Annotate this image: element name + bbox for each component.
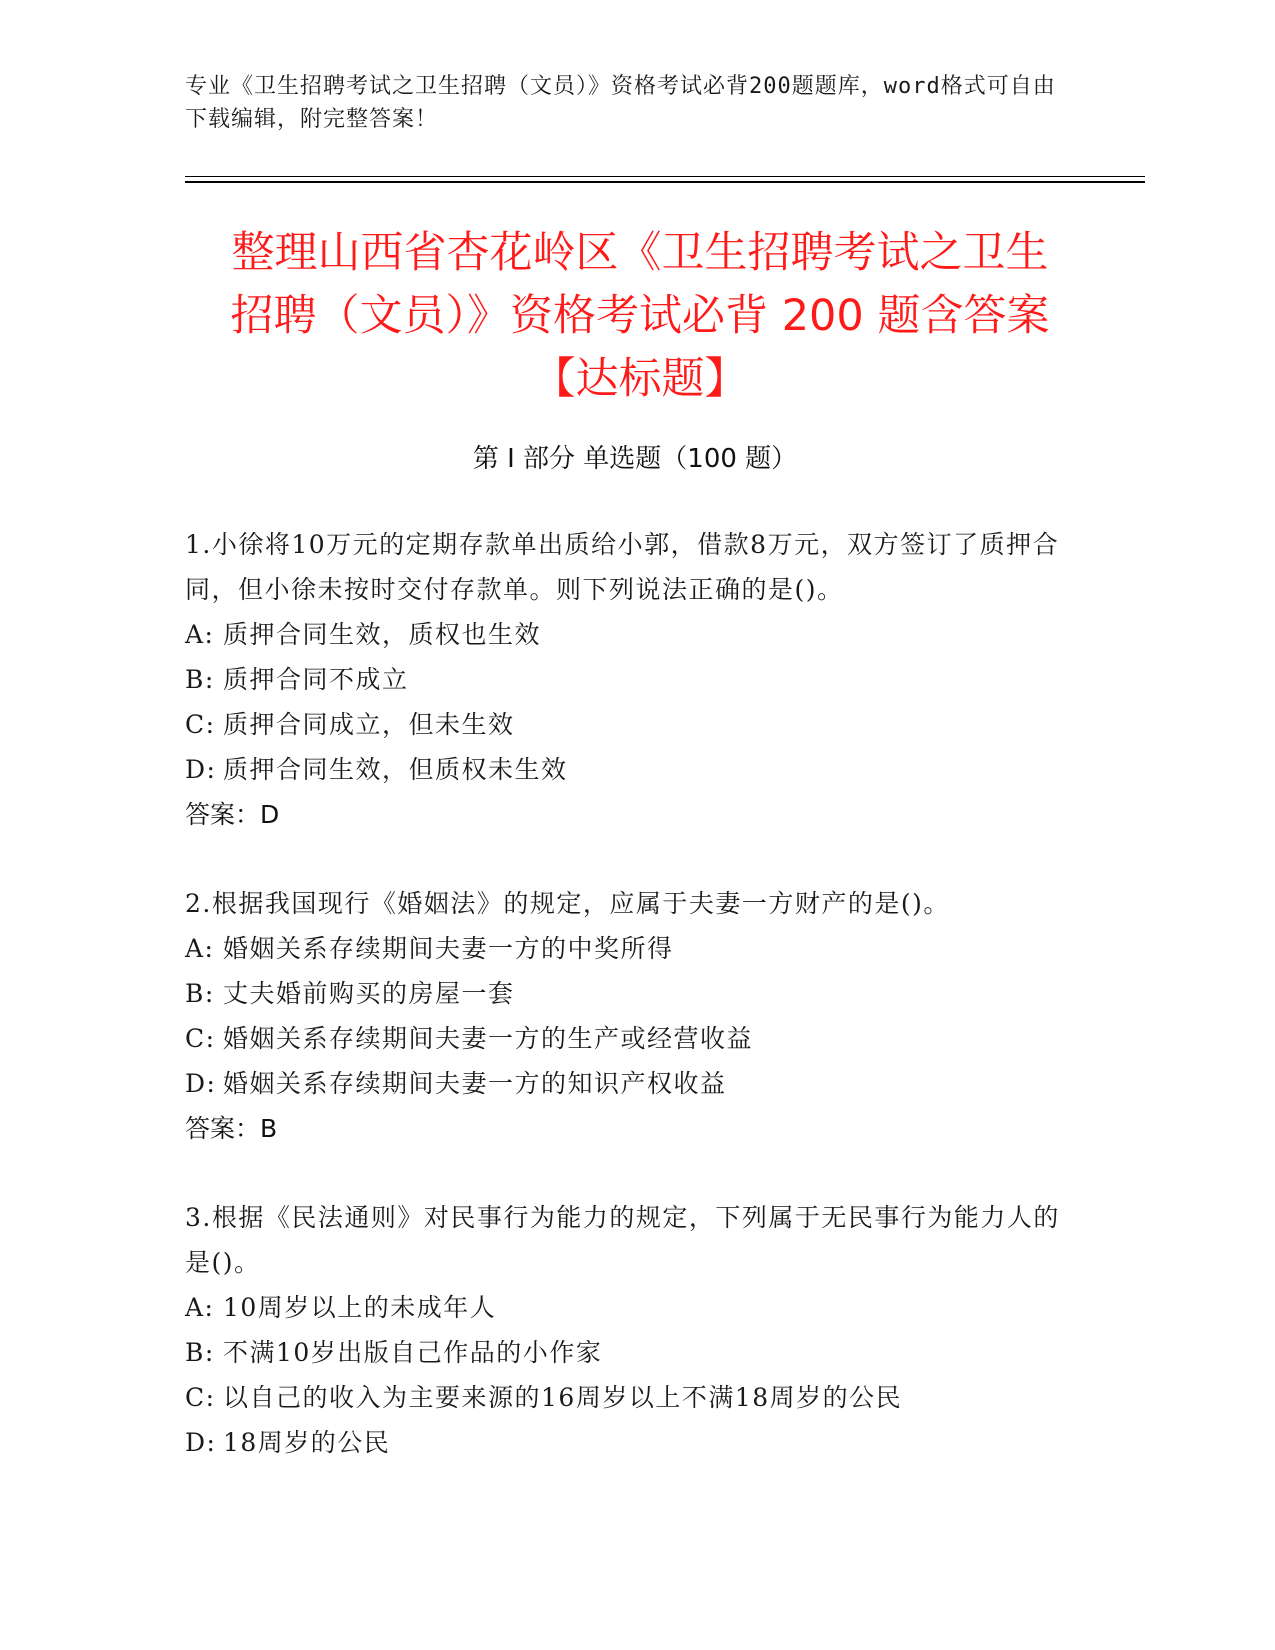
option-letter: B: — [185, 979, 215, 1008]
option-letter: C: — [185, 1024, 216, 1053]
option-letter: C: — [185, 710, 216, 739]
option-letter: C: — [185, 1383, 216, 1412]
option-c — [185, 702, 1065, 747]
option-text: 婚姻关系存续期间夫妻一方的中奖所得 — [223, 934, 674, 963]
option-letter: D: — [185, 755, 217, 784]
option-letter: A: — [185, 1293, 215, 1322]
option-letter: B: — [185, 1338, 215, 1367]
question-stem: 1.小徐将10万元的定期存款单出质给小郭，借款8万元，双方签订了质押合同，但小徐未按时交付存款单。则下列说法正确的是()。 — [185, 530, 1060, 604]
option-text: 婚姻关系存续期间夫妻一方的知识产权收益 — [223, 1069, 727, 1098]
option-a — [185, 612, 1065, 657]
answer-label: 答案：B — [185, 1114, 278, 1143]
option-text: 10周岁以上的未成年人 — [223, 1293, 497, 1322]
option-text: 质押合同生效，但质权未生效 — [223, 755, 568, 784]
option-c — [185, 1016, 1065, 1061]
option-letter: A: — [185, 620, 215, 649]
option-d — [185, 747, 1065, 792]
option-a — [185, 926, 1065, 971]
question-stem: 3.根据《民法通则》对民事行为能力的规定，下列属于无民事行为能力人的是()。 — [185, 1203, 1060, 1277]
option-letter: D: — [185, 1069, 217, 1098]
section-heading: 第 I 部分 单选题（100 题） — [472, 444, 798, 474]
option-text: 不满10岁出版自己作品的小作家 — [223, 1338, 603, 1367]
document-intro: 专业《卫生招聘考试之卫生招聘（文员）》资格考试必背200题题库，word格式可自由下载编辑，附完整答案！ — [185, 74, 1056, 132]
option-text: 质押合同生效，质权也生效 — [223, 620, 542, 649]
option-text: 质押合同不成立 — [223, 665, 409, 694]
option-letter: B: — [185, 665, 215, 694]
header-divider-thin — [185, 176, 1145, 177]
option-text: 质押合同成立，但未生效 — [223, 710, 515, 739]
option-text: 婚姻关系存续期间夫妻一方的生产或经营收益 — [223, 1024, 754, 1053]
question-3 — [185, 1195, 1065, 1465]
option-b — [185, 1330, 1065, 1375]
option-letter: A: — [185, 934, 215, 963]
option-a — [185, 1285, 1065, 1330]
option-d — [185, 1420, 1065, 1465]
option-letter: D: — [185, 1428, 217, 1457]
option-c — [185, 1375, 1065, 1420]
option-b — [185, 971, 1065, 1016]
title-line-2: 招聘（文员）》资格考试必背 200 题含答案 — [230, 291, 1050, 341]
option-text: 18周岁的公民 — [223, 1428, 391, 1457]
header-divider-thick — [185, 181, 1145, 183]
question-list — [185, 522, 1065, 1509]
option-d — [185, 1061, 1065, 1106]
title-line-3: 【达标题】 — [532, 354, 748, 404]
question-stem: 2.根据我国现行《婚姻法》的规定，应属于夫妻一方财产的是()。 — [185, 889, 950, 918]
title-line-1: 整理山西省杏花岭区《卫生招聘考试之卫生 — [231, 228, 1049, 278]
answer-label: 答案：D — [185, 800, 280, 829]
document-title — [190, 222, 1090, 411]
question-1 — [185, 522, 1065, 837]
question-2 — [185, 881, 1065, 1151]
option-text: 丈夫婚前购买的房屋一套 — [223, 979, 515, 1008]
option-text: 以自己的收入为主要来源的16周岁以上不满18周岁的公民 — [223, 1383, 903, 1412]
option-b — [185, 657, 1065, 702]
